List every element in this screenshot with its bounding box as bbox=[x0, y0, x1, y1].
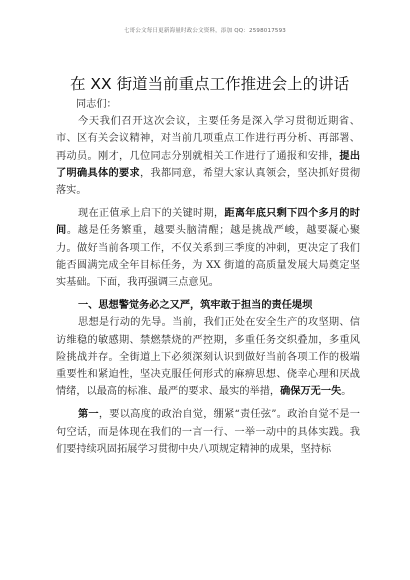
paragraph-2-text: 现在正值承上启下的关键时期， bbox=[78, 208, 225, 220]
paragraph-4 bbox=[56, 406, 360, 458]
section-heading-1: 一、思想警觉务必之又严，筑牢敢于担当的责任堤坝 bbox=[78, 299, 313, 312]
paragraph-1-emphasis: 提出了明确具体的要求 bbox=[56, 149, 361, 179]
paragraph-2-emphasis: 距离年底只剩下四个多月的时间 bbox=[56, 207, 360, 237]
paragraph-2-text-end: 。越是任务繁重，越要头脑清醒；越是挑战严峻，越要凝心聚力。做好当前各项工作，不仅关系到三季度的冲刺，更决定了我们能否圆满完成全年目标任务，为 XX 街道的高质量发展大局奠定坚实基础。下面，我再强调三点意见。 bbox=[56, 225, 361, 289]
paragraph-3-emphasis: 确保万无一失 bbox=[280, 385, 342, 398]
paragraph-1-text-end: ，我都同意，希望大家认真领会，坚决抓好贯彻落实。 bbox=[56, 167, 361, 197]
paragraph-1 bbox=[56, 113, 360, 199]
paragraph-3 bbox=[56, 314, 360, 400]
salutation: 同志们： bbox=[76, 99, 117, 110]
paragraph-3-text: 思想是行动的先导。当前，我们正处在安全生产的攻坚期、信访维稳的敏感期、禁燃禁烧的严控期，多重任务交织叠加，多重风险挑战并存。全街道上下必须深刻认识到做好当前各项工作的极端重要性和紧迫性，坚决克服任何形式的麻痹思想、侥幸心理和厌战情绪，以最高的标准、最严的要求、最实的举措， bbox=[56, 317, 360, 398]
document-body bbox=[56, 96, 360, 458]
header-note: 七哥公文每日更新海量时政公文资料，添加 QQ：2598017593 bbox=[123, 28, 286, 34]
paragraph-4-lead: 第一 bbox=[78, 408, 99, 421]
paragraph-4-text: ，要以高度的政治自觉，绷紧“责任弦”。政治自觉不是一句空话，而是体现在我们的一言一行、一举一动中的具体实践。我们要持续巩固拓展学习贯彻中央八项规定精神的成果，坚持标 bbox=[56, 409, 360, 455]
paragraph-2 bbox=[56, 205, 360, 291]
document-title: 在 XX 街道当前重点工作推进会上的讲话 bbox=[70, 75, 350, 93]
paragraph-3-text-end: 。 bbox=[341, 386, 352, 398]
paragraph-1-text: 今天我们召开这次会议，主要任务是深入学习贯彻近期省、市、区有关会议精神，对当前几项重点工作进行再分析、再部署、再动员。刚才，几位同志分别就相关工作进行了通报和安排， bbox=[56, 116, 360, 162]
